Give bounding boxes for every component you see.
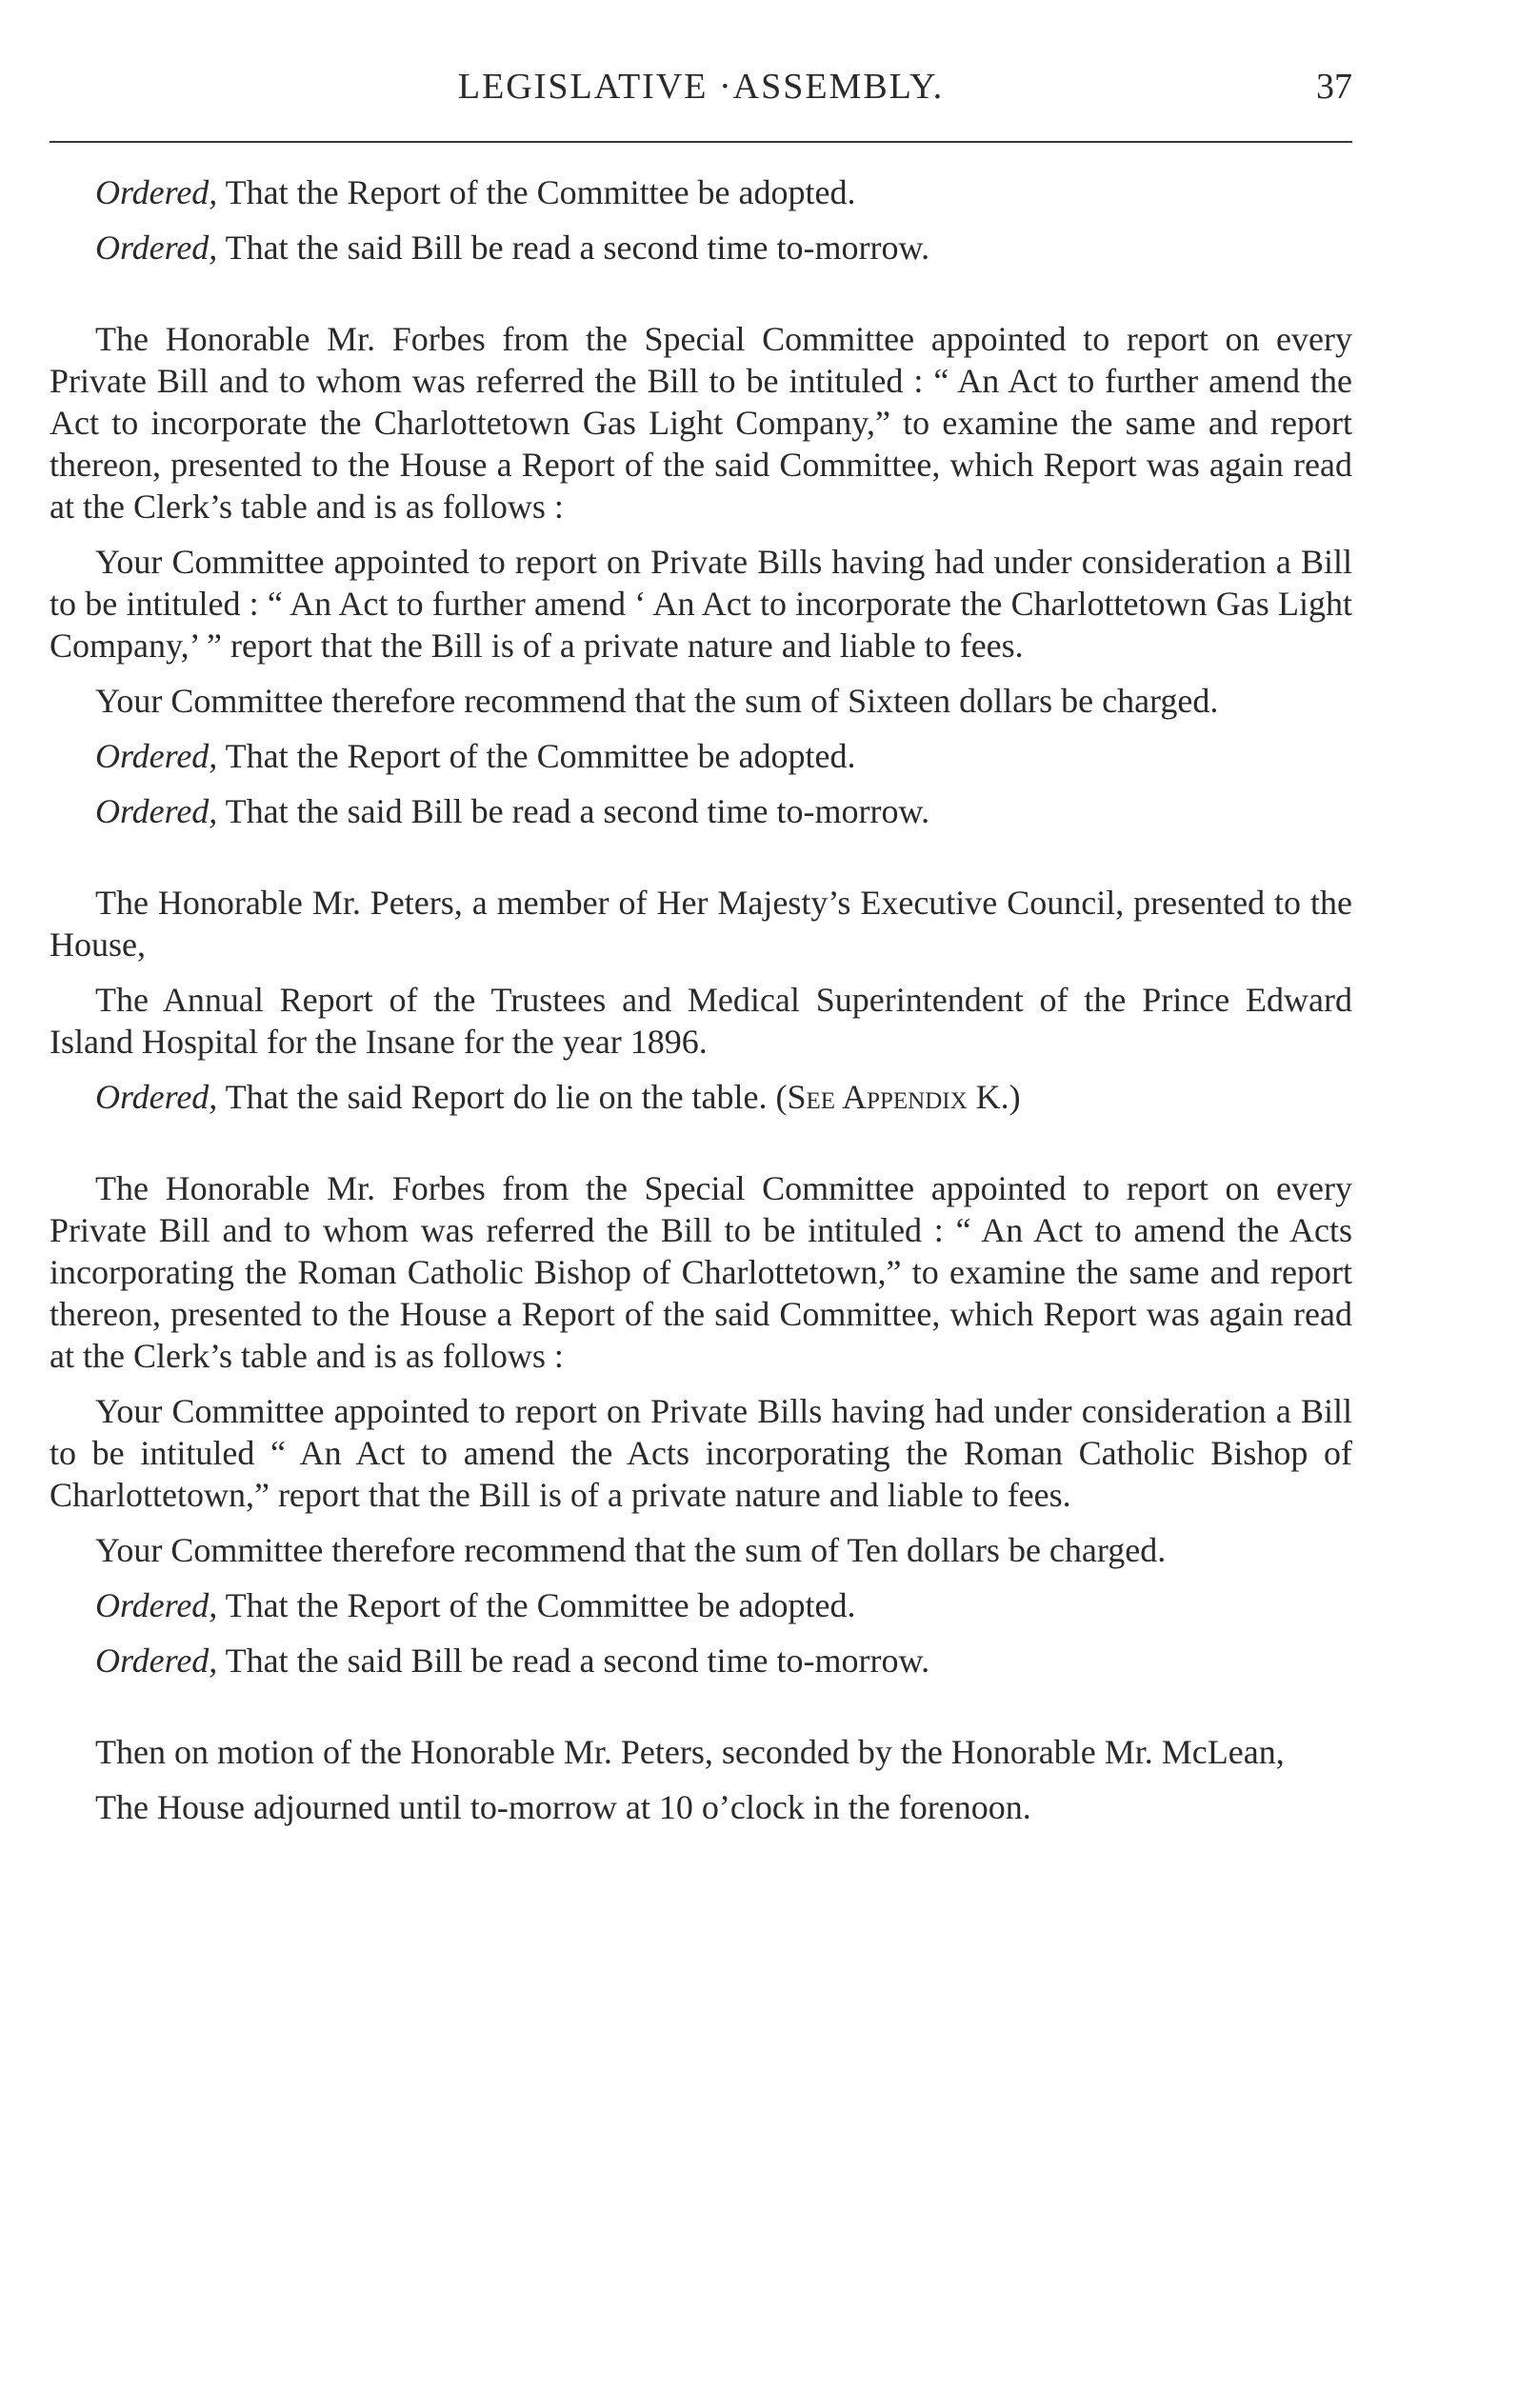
peters-presentation: The Honorable Mr. Peters, a member of Her Majesty’s Executive Council, presented to the House, (50, 884, 1352, 964)
gas-light-committee-report-intro: The Honorable Mr. Forbes from the Special Committee appointed to report on every Private Bill and to whom was referred the Bill to be intituled : “ An Act to further amend the Act to incorporate the Charlottetown Gas Light Company,” to examine the same and report thereon, presented to the House a Report of the said Committee, which Report was again read at the Clerk’s table and is as follows : (50, 320, 1352, 526)
appendix-letter: K.) (967, 1078, 1021, 1116)
roman-catholic-committee-report-intro: The Honorable Mr. Forbes from the Special Committee appointed to report on every Private Bill and to whom was referred the Bill to be intituled : “ An Act to amend the Acts incorporating the Roman Catholic Bishop of Charlottetown,” to examine the same and report thereon, presented to the House a Report of the said Committee, which Report was again read at the Clerk’s table and is as follows : (50, 1169, 1352, 1375)
ordered-second-reading-2 (50, 790, 1352, 832)
ordered-text: That the Report of the Committee be adopted. (217, 1586, 856, 1624)
gas-light-fee-recommendation: Your Committee therefore recommend that the sum of Sixteen dollars be charged. (95, 682, 1219, 720)
roman-catholic-fee-recommendation: Your Committee therefore recommend that the sum of Ten dollars be charged. (95, 1531, 1167, 1569)
adjournment-motion: Then on motion of the Honorable Mr. Peters, seconded by the Honorable Mr. McLean, (95, 1733, 1285, 1771)
ordered-text: That the said Bill be read a second time to-morrow. (217, 792, 930, 830)
ordered-adopted-3 (50, 1584, 1352, 1626)
ordered-text: That the Report of the Committee be adopted. (217, 737, 856, 775)
ordered-text: That the Report of the Committee be adopted. (217, 173, 856, 211)
ordered-text: That the said Bill be read a second time to-morrow. (217, 229, 930, 267)
roman-catholic-report-body: Your Committee appointed to report on Private Bills having had under consideration a Bill to be intituled “ An Act to amend the Acts incorporating the Roman Catholic Bishop of Charlottetown,” report that the Bill is of a private nature and liable to fees. (50, 1392, 1352, 1514)
ordered-lead: Ordered, (95, 1078, 218, 1116)
ordered-adopted-2 (50, 735, 1352, 777)
ordered-lead: Ordered, (95, 173, 218, 211)
ordered-second-reading-1 (50, 227, 1352, 269)
ordered-lead: Ordered, (95, 1642, 218, 1680)
appendix-reference: See Appendix (787, 1078, 968, 1116)
header-rule (50, 141, 1352, 143)
page-header (50, 63, 1352, 120)
page-number: 37 (1316, 67, 1352, 107)
house-adjourned: The House adjourned until to-morrow at 10 o’clock in the forenoon. (95, 1788, 1031, 1826)
ordered-text: That the said Bill be read a second time to-morrow. (217, 1642, 930, 1680)
ordered-second-reading-3 (50, 1640, 1352, 1682)
ordered-lead: Ordered, (95, 229, 218, 267)
ordered-adopted-1 (50, 171, 1352, 213)
ordered-text: That the said Report do lie on the table. ( (217, 1078, 788, 1116)
ordered-lead: Ordered, (95, 792, 218, 830)
hospital-annual-report: The Annual Report of the Trustees and Medical Superintendent of the Prince Edward Island Hospital for the Insane for the year 1896. (50, 981, 1352, 1061)
ordered-lead: Ordered, (95, 737, 218, 775)
running-title: LEGISLATIVE ·ASSEMBLY. (457, 67, 945, 107)
ordered-lead: Ordered, (95, 1586, 218, 1624)
page-body (50, 171, 1352, 1841)
ordered-lie-on-table (50, 1076, 1352, 1118)
gas-light-report-body: Your Committee appointed to report on Private Bills having had under consideration a Bill to be intituled : “ An Act to further amend ‘ An Act to incorporate the Charlottetown Gas Light Company,’ ” report that the Bill is of a private nature and liable to fees. (50, 543, 1352, 665)
